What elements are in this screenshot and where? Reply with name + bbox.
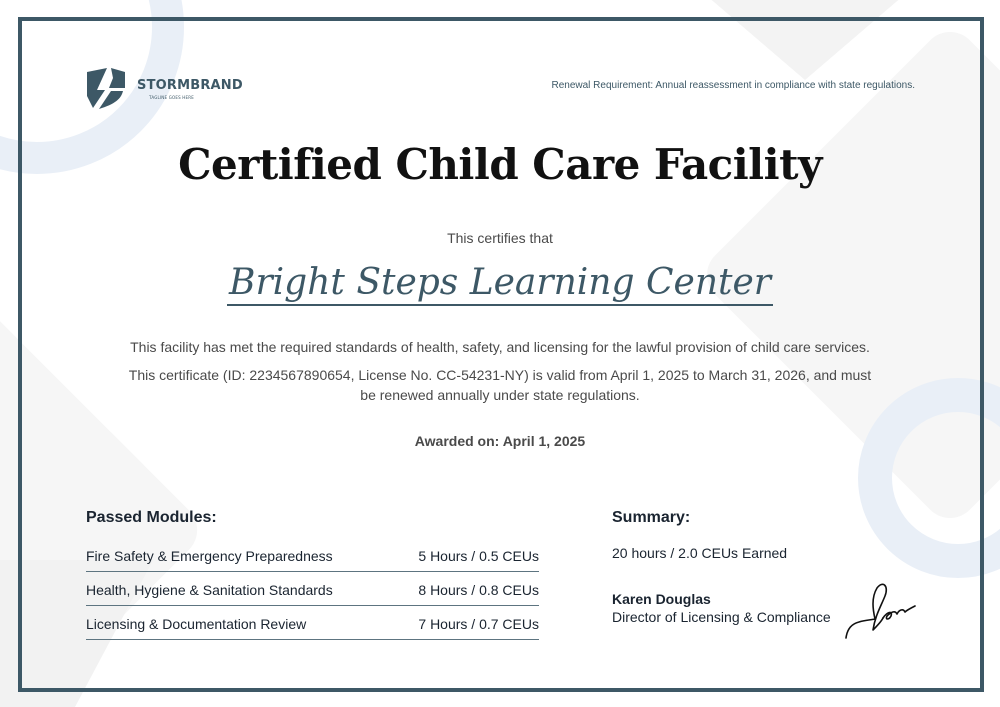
description-standards: This facility has met the required standards of health, safety, and licensing for the lawful provision of child care services. xyxy=(130,339,870,355)
module-name: Licensing & Documentation Review xyxy=(86,616,307,632)
module-name: Fire Safety & Emergency Preparedness xyxy=(86,548,333,564)
awarded-date: Awarded on: April 1, 2025 xyxy=(414,433,586,449)
module-credit: 7 Hours / 0.7 CEUs xyxy=(418,616,539,632)
recipient xyxy=(0,262,1000,306)
brand-name: STORMBRAND xyxy=(137,77,243,93)
module-row xyxy=(86,573,539,606)
certifies-text: This certifies that xyxy=(447,230,553,246)
signature-icon xyxy=(843,580,919,642)
signer-name: Karen Douglas xyxy=(612,591,711,607)
renewal-requirement: Renewal Requirement: Annual reassessment in compliance with state regulations. xyxy=(551,80,915,91)
module-row xyxy=(86,539,539,572)
module-credit: 5 Hours / 0.5 CEUs xyxy=(418,548,539,564)
module-row xyxy=(86,607,539,640)
passed-modules xyxy=(86,509,539,640)
summary-heading: Summary: xyxy=(612,509,691,526)
modules-heading: Passed Modules: xyxy=(86,509,217,526)
certificate-title: Certified Child Care Facility xyxy=(178,140,822,189)
brand-logo xyxy=(85,66,243,110)
shield-lightning-icon xyxy=(85,66,127,110)
module-credit: 8 Hours / 0.8 CEUs xyxy=(418,582,539,598)
module-name: Health, Hygiene & Sanitation Standards xyxy=(86,582,333,598)
summary-total: 20 hours / 2.0 CEUs Earned xyxy=(612,545,788,561)
brand-tagline: TAGLINE GOES HERE xyxy=(149,94,194,100)
description-validity: This certificate (ID: 2234567890654, License No. CC-54231-NY) is valid from April 1, 2025 to March 31, 2026, and must be renewed annually under state regulations. xyxy=(128,367,872,403)
recipient-name: Bright Steps Learning Center xyxy=(227,262,773,306)
signer-title: Director of Licensing & Compliance xyxy=(612,609,831,625)
